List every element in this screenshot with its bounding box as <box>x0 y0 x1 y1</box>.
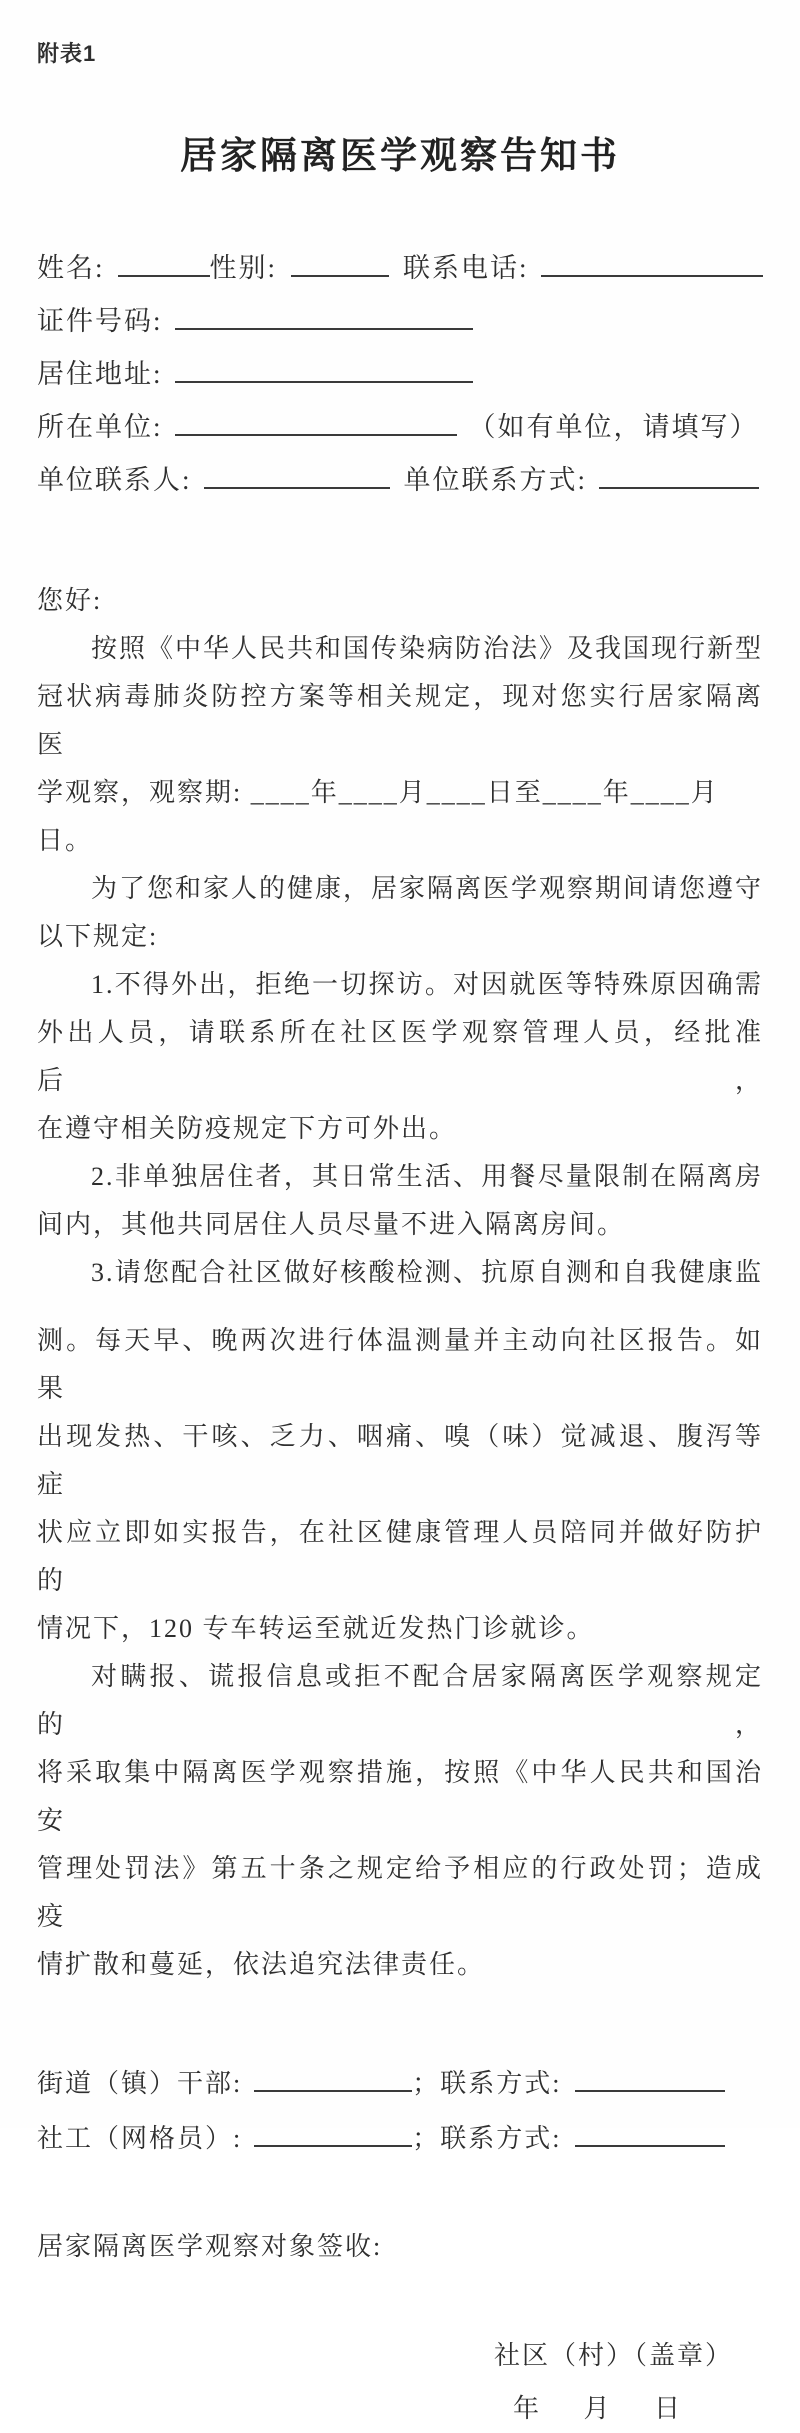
gender-blank <box>291 275 389 277</box>
form-row-unit-contact <box>37 454 763 507</box>
unit-contact-label: 单位联系人: <box>37 465 192 495</box>
gender-label: 性别: <box>209 253 278 283</box>
personal-info-form <box>37 242 763 507</box>
penalty-line: 将采取集中隔离医学观察措施，按照《中华人民共和国治安 <box>37 1758 763 1835</box>
notice-body <box>37 577 763 1989</box>
name-label: 姓名: <box>37 253 105 283</box>
body-line: 以下规定: <box>37 922 159 951</box>
page-title: 居家隔离医学观察告知书 <box>180 136 620 177</box>
rule-2-line: 间内，其他共同居住人员尽量不进入隔离房间。 <box>37 1210 626 1239</box>
greeting: 您好: <box>37 586 103 615</box>
rule-1-line: 1.不得外出，拒绝一切探访。对因就医等特殊原因确需 <box>91 970 763 999</box>
street-contact-label: ；联系方式: <box>412 2069 562 2098</box>
phone-blank <box>541 275 763 277</box>
address-label: 居住地址: <box>37 359 163 389</box>
body-line: 为了您和家人的健康，居家隔离医学观察期间请您遵守 <box>91 874 764 903</box>
unit-contact-method-label: 单位联系方式: <box>403 465 588 495</box>
id-number-label: 证件号码: <box>37 306 163 336</box>
phone-label: 联系电话: <box>403 253 529 283</box>
date-label: 年 月 日 <box>512 2394 682 2423</box>
unit-contact-blank <box>204 487 390 489</box>
street-cadre-label: 街道（镇）干部: <box>37 2069 243 2098</box>
employer-label: 所在单位: <box>37 412 163 442</box>
paragraph-gap <box>37 1297 763 1317</box>
street-cadre-row <box>37 2060 763 2108</box>
id-number-blank <box>175 328 473 330</box>
employer-note: （如有单位，请填写） <box>468 412 759 442</box>
rule-1-line: 在遵守相关防疫规定下方可外出。 <box>37 1114 458 1143</box>
form-row-address <box>37 348 763 401</box>
form-row-name-gender-phone <box>37 242 763 295</box>
recipient-signature-label: 居家隔离医学观察对象签收: <box>37 2232 383 2261</box>
contact-footer <box>37 2060 763 2163</box>
appendix-label: 附表1 <box>37 41 97 66</box>
rule-3-line: 出现发热、干咳、乏力、咽痛、嗅（味）觉减退、腹泻等症 <box>37 1422 763 1499</box>
grid-worker-label: 社工（网格员）: <box>37 2124 243 2153</box>
body-line: 冠状病毒肺炎防控方案等相关规定，现对您实行居家隔离医 <box>37 682 763 759</box>
form-row-id-number <box>37 295 763 348</box>
name-blank <box>118 275 210 277</box>
grid-worker-row <box>37 2115 763 2163</box>
unit-contact-method-blank <box>599 487 759 489</box>
body-line-observation-period: 学观察，观察期: ____年____月____日至____年____月 <box>37 778 719 807</box>
community-seal-label: 社区（村）（盖章） <box>493 2341 733 2370</box>
employer-blank <box>175 434 457 436</box>
worker-contact-blank <box>575 2145 725 2147</box>
penalty-line: 情扩散和蔓延，依法追究法律责任。 <box>37 1950 486 1979</box>
body-line: 按照《中华人民共和国传染病防治法》及我国现行新型 <box>91 634 764 663</box>
body-line: 日。 <box>37 826 94 855</box>
rule-3-line: 测。每天早、晚两次进行体温测量并主动向社区报告。如果 <box>37 1326 763 1403</box>
penalty-line: 对瞒报、谎报信息或拒不配合居家隔离医学观察规定的， <box>37 1662 763 1739</box>
rule-3-line: 3.请您配合社区做好核酸检测、抗原自测和自我健康监 <box>91 1258 763 1287</box>
worker-contact-label: ；联系方式: <box>412 2124 562 2153</box>
rule-2-line: 2.非单独居住者，其日常生活、用餐尽量限制在隔离房 <box>91 1162 763 1191</box>
form-row-employer <box>37 401 763 454</box>
rule-1-line: 外出人员，请联系所在社区医学观察管理人员，经批准后， <box>37 1018 763 1095</box>
rule-3-line: 情况下，120 专车转运至就近发热门诊就诊。 <box>37 1614 595 1643</box>
street-cadre-blank <box>254 2090 412 2092</box>
address-blank <box>175 381 473 383</box>
penalty-line: 管理处罚法》第五十条之规定给予相应的行政处罚；造成疫 <box>37 1854 763 1931</box>
grid-worker-blank <box>254 2145 412 2147</box>
street-contact-blank <box>575 2090 725 2092</box>
rule-3-line: 状应立即如实报告，在社区健康管理人员陪同并做好防护的 <box>37 1518 763 1595</box>
